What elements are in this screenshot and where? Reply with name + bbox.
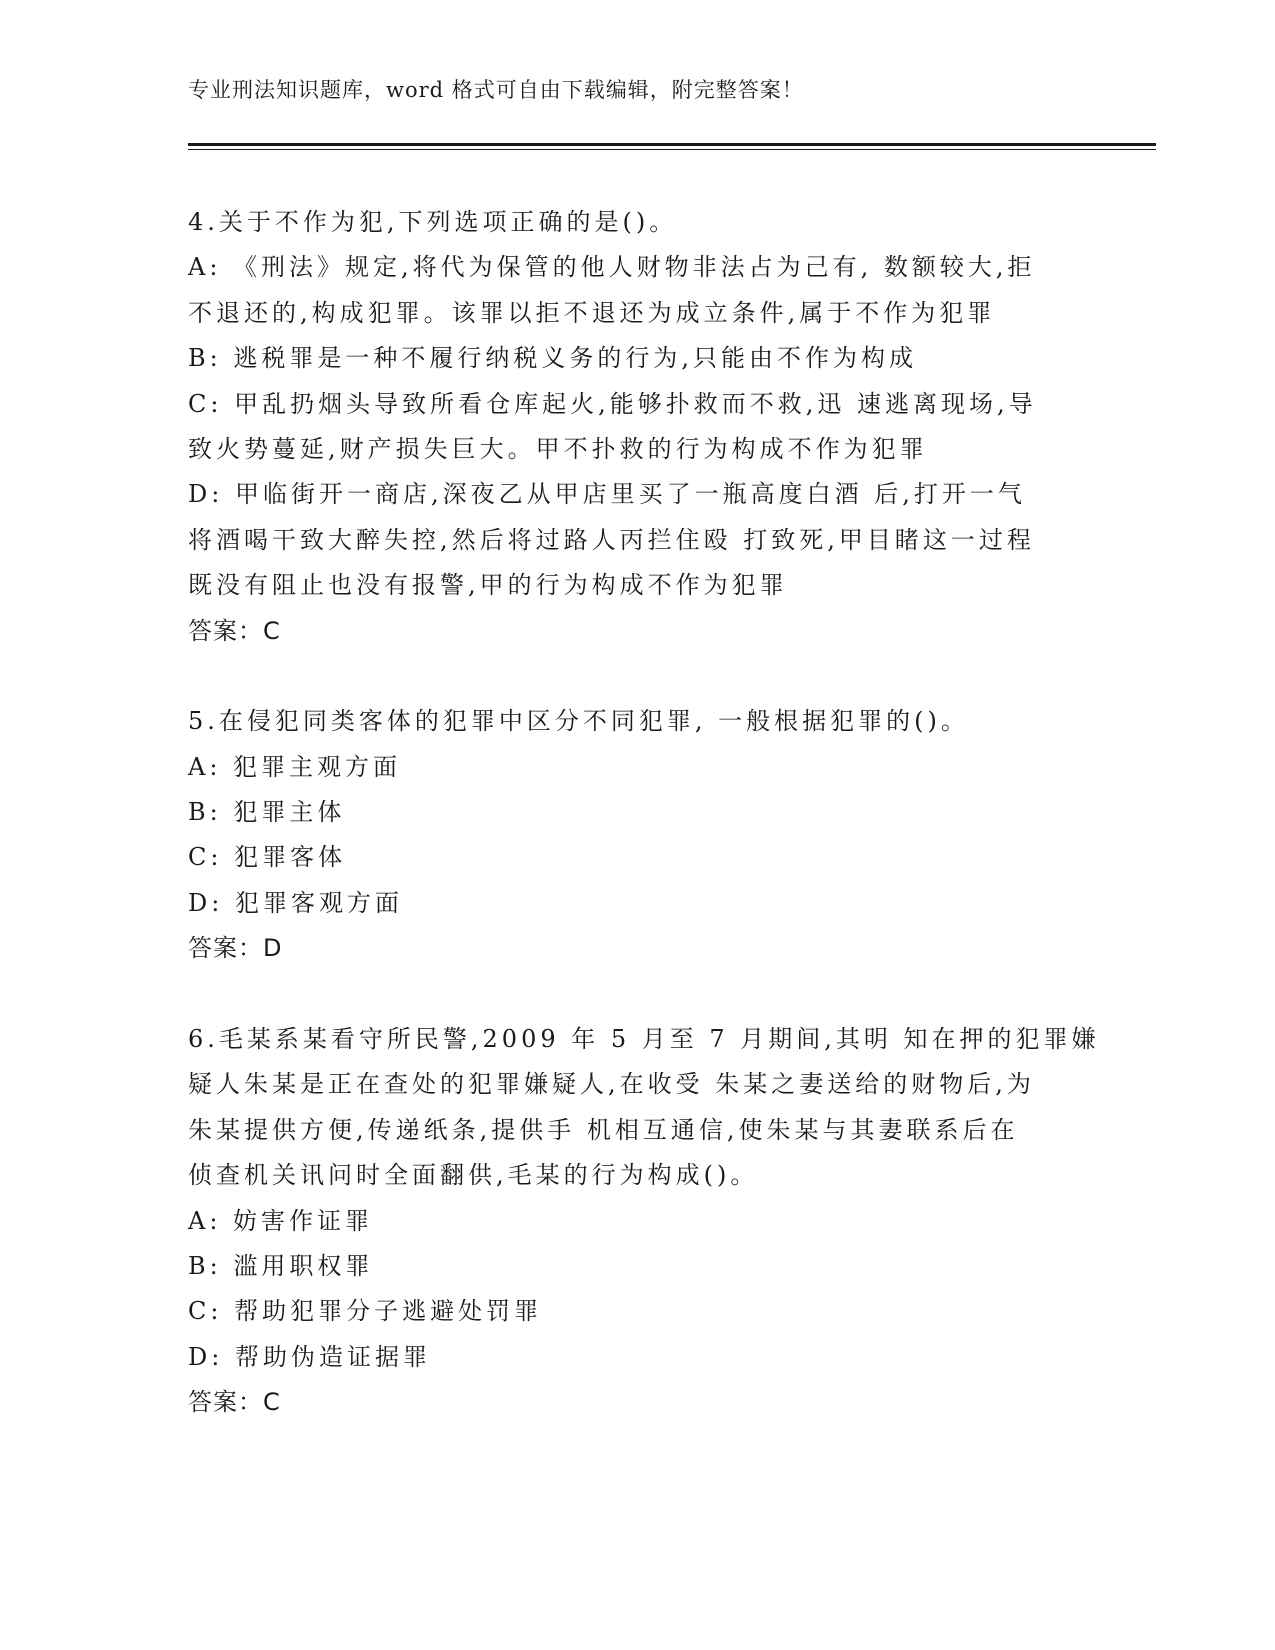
option-a: A: 犯罪主观方面	[188, 752, 402, 781]
option-a: A: 《刑法》规定,将代为保管的他人财物非法占为己有, 数额较大,拒	[188, 253, 1036, 282]
option-d-continued: 既没有阻止也没有报警,甲的行为构成不作为犯罪	[188, 571, 788, 600]
question-6	[188, 1017, 1100, 1426]
question-stem-continued: 侦查机关讯问时全面翻供,毛某的行为构成()。	[188, 1161, 759, 1190]
option-a-continued: 不退还的,构成犯罪。该罪以拒不退还为成立条件,属于不作为犯罪	[188, 298, 996, 327]
answer: 答案：C	[188, 616, 281, 645]
question-stem: 4.关于不作为犯,下列选项正确的是()。	[188, 208, 678, 236]
question-5	[188, 699, 1088, 971]
question-stem: 5.在侵犯同类客体的犯罪中区分不同犯罪, 一般根据犯罪的()。	[188, 707, 969, 736]
question-list	[188, 200, 1100, 1471]
option-a: A: 妨害作证罪	[188, 1206, 374, 1235]
option-c: C: 犯罪客体	[188, 843, 347, 872]
page-header: 专业刑法知识题库，word 格式可自由下载编辑，附完整答案！	[188, 78, 804, 102]
option-b: B: 滥用职权罪	[188, 1251, 374, 1280]
header-rule-thin	[188, 149, 1156, 150]
option-c-continued: 致火势蔓延,财产损失巨大。甲不扑救的行为构成不作为犯罪	[188, 434, 928, 463]
option-c: C: 帮助犯罪分子逃避处罚罪	[188, 1297, 543, 1326]
question-stem-continued: 疑人朱某是正在查处的犯罪嫌疑人,在收受 朱某之妻送给的财物后,为	[188, 1070, 1035, 1099]
option-b: B: 逃税罪是一种不履行纳税义务的行为,只能由不作为构成	[188, 344, 917, 373]
option-d: D: 帮助伪造证据罪	[188, 1342, 431, 1371]
header-rule-thick	[188, 143, 1156, 146]
option-b: B: 犯罪主体	[188, 798, 346, 827]
option-d-continued: 将酒喝干致大醉失控,然后将过路人丙拦住殴 打致死,甲目睹这一过程	[188, 525, 1035, 554]
option-d: D: 甲临街开一商店,深夜乙从甲店里买了一瓶高度白酒 后,打开一气	[188, 480, 1026, 509]
option-c: C: 甲乱扔烟头导致所看仓库起火,能够扑救而不救,迅 速逃离现场,导	[188, 389, 1037, 418]
answer: 答案：C	[188, 1388, 281, 1417]
question-stem: 6.毛某系某看守所民警,2009 年 5 月至 7 月期间,其明 知在押的犯罪嫌	[188, 1025, 1100, 1054]
question-4	[188, 200, 1088, 654]
question-stem-continued: 朱某提供方便,传递纸条,提供手 机相互通信,使朱某与其妻联系后在	[188, 1115, 1019, 1144]
option-d: D: 犯罪客观方面	[188, 888, 403, 917]
answer: 答案：D	[188, 934, 283, 963]
